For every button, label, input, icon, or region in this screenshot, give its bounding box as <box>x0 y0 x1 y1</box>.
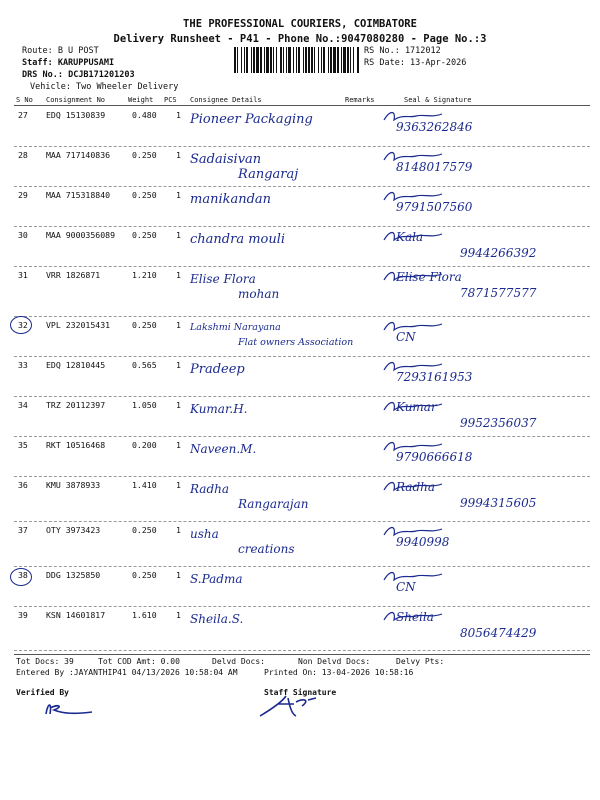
row-consignee-line: Radha <box>190 482 230 496</box>
signature-scribble <box>380 148 450 164</box>
row-consignment-no: MAA 717140836 <box>46 150 111 160</box>
signature-scribble <box>380 318 450 334</box>
row-consignee-line: Rangaraj <box>238 167 299 182</box>
barcode-icon <box>234 47 362 73</box>
row-consignee-line: manikandan <box>190 192 272 207</box>
row-signature-line: 8148017579 <box>396 160 473 174</box>
row-pcs: 1 <box>176 230 181 240</box>
row-signature-line: 8056474429 <box>460 626 537 640</box>
row-sno: 30 <box>18 230 28 240</box>
vehicle: Vehicle: Two Wheeler Delivery <box>30 82 179 92</box>
row-signature-line: 7871577577 <box>460 286 537 300</box>
row-weight: 0.250 <box>132 150 157 160</box>
row-signature-line: 9952356037 <box>460 416 537 430</box>
row-sno: 32 <box>18 320 28 330</box>
row-consignment-no: KSN 14601817 <box>46 610 106 620</box>
row-pcs: 1 <box>176 270 181 280</box>
row-weight: 0.250 <box>132 320 157 330</box>
row-pcs: 1 <box>176 320 181 330</box>
staff-signature-label: Staff Signature <box>264 688 337 697</box>
row-sno: 35 <box>18 440 28 450</box>
signature-scribble <box>380 228 450 244</box>
row-consignee-line: chandra mouli <box>190 232 286 247</box>
row-signature-line: Radha <box>396 480 436 494</box>
row-weight: 0.200 <box>132 440 157 450</box>
row-weight: 0.250 <box>132 570 157 580</box>
drs-label: DRS No.: <box>22 70 63 80</box>
verified-by-label: Verified By <box>16 688 69 697</box>
col-sno: S No <box>16 96 33 104</box>
drs-no <box>22 70 135 80</box>
row-pcs: 1 <box>176 150 181 160</box>
staff-signature-mark <box>256 692 326 722</box>
row-signature-line: CN <box>396 580 416 594</box>
row-divider <box>14 650 590 651</box>
col-pcs: PCS <box>164 96 177 104</box>
row-consignment-no: EDQ 12810445 <box>46 360 106 370</box>
row-sno: 33 <box>18 360 28 370</box>
delvd-docs: Delvd Docs: <box>212 657 265 666</box>
row-pcs: 1 <box>176 360 181 370</box>
row-pcs: 1 <box>176 110 181 120</box>
row-consignee-line: Lakshmi Narayana <box>190 322 281 333</box>
row-signature-line: 9944266392 <box>460 246 537 260</box>
row-divider <box>14 566 590 567</box>
row-divider <box>14 266 590 267</box>
row-pcs: 1 <box>176 190 181 200</box>
row-divider <box>14 436 590 437</box>
rs-no: RS No.: 1712012 <box>364 46 441 56</box>
printed-on: Printed On: 13-04-2026 10:58:16 <box>264 668 414 677</box>
row-sno: 29 <box>18 190 28 200</box>
row-consignee-line: Pioneer Packaging <box>190 112 313 127</box>
signature-scribble <box>380 568 450 584</box>
signature-scribble <box>380 358 450 374</box>
signature-scribble <box>380 108 450 124</box>
signature-scribble <box>380 188 450 204</box>
row-pcs: 1 <box>176 480 181 490</box>
row-sno: 36 <box>18 480 28 490</box>
row-divider <box>14 521 590 522</box>
route: Route: B U POST <box>22 46 99 56</box>
delvy-pts: Delvy Pts: <box>396 657 445 666</box>
footer-divider <box>14 654 590 655</box>
row-pcs: 1 <box>176 525 181 535</box>
row-signature-line: Elise Flora <box>396 270 462 284</box>
row-signature-line: 9940998 <box>396 535 450 549</box>
entered-by: Entered By :JAYANTHIP41 04/13/2026 10:58:04 AM <box>16 668 238 677</box>
row-consignee-line: Flat owners Association <box>238 337 354 348</box>
row-consignee-line: usha <box>190 527 219 541</box>
row-signature-line: Kala <box>396 230 424 244</box>
row-signature-line: 9363262846 <box>396 120 473 134</box>
row-weight: 0.250 <box>132 525 157 535</box>
row-signature-line: 9790666618 <box>396 450 473 464</box>
row-weight: 1.210 <box>132 270 157 280</box>
row-consignment-no: MAA 9000356089 <box>46 230 116 240</box>
row-consignee-line: Kumar.H. <box>190 402 248 416</box>
col-signature: Seal & Signature <box>404 96 472 104</box>
row-sno: 28 <box>18 150 28 160</box>
non-delvd-docs: Non Delvd Docs: <box>298 657 371 666</box>
signature-scribble <box>380 608 450 624</box>
row-weight: 1.050 <box>132 400 157 410</box>
signature-scribble <box>380 438 450 454</box>
row-consignment-no: KMU 3878933 <box>46 480 101 490</box>
row-consignment-no: VRR 1826871 <box>46 270 101 280</box>
row-consignee-line: creations <box>238 542 295 556</box>
row-consignment-no: MAA 715318840 <box>46 190 111 200</box>
row-divider <box>14 606 590 607</box>
drs-value: DCJB171201203 <box>68 70 135 80</box>
row-divider <box>14 396 590 397</box>
row-signature-line: CN <box>396 330 416 344</box>
circle-mark-38 <box>10 568 32 586</box>
col-consignment: Consignment No <box>46 96 106 104</box>
row-consignment-no: RKT 10516468 <box>46 440 106 450</box>
row-divider <box>14 316 590 317</box>
row-weight: 1.610 <box>132 610 157 620</box>
row-weight: 0.480 <box>132 110 157 120</box>
signature-scribble <box>380 398 450 414</box>
circle-mark-32 <box>10 316 32 334</box>
row-sno: 31 <box>18 270 28 280</box>
row-weight: 0.250 <box>132 230 157 240</box>
row-pcs: 1 <box>176 400 181 410</box>
row-signature-line: Kumar <box>396 400 437 414</box>
row-sno: 38 <box>18 570 28 580</box>
row-sno: 27 <box>18 110 28 120</box>
row-consignee-line: Naveen.M. <box>190 442 257 456</box>
row-consignee-line: Sheila.S. <box>190 612 244 626</box>
row-weight: 0.250 <box>132 190 157 200</box>
rs-date: RS Date: 13-Apr-2026 <box>364 58 467 68</box>
row-signature-line: 9994315605 <box>460 496 537 510</box>
row-weight: 1.410 <box>132 480 157 490</box>
row-pcs: 1 <box>176 570 181 580</box>
row-consignment-no: EDQ 15130839 <box>46 110 106 120</box>
col-remarks: Remarks <box>345 96 375 104</box>
row-consignment-no: OTY 3973423 <box>46 525 101 535</box>
verified-signature-mark <box>40 698 100 722</box>
col-consignee: Consignee Details <box>190 96 262 104</box>
row-signature-line: 7293161953 <box>396 370 473 384</box>
row-divider <box>14 226 590 227</box>
row-divider <box>14 146 590 147</box>
signature-scribble <box>380 478 450 494</box>
document-title: THE PROFESSIONAL COURIERS, COIMBATORE <box>183 18 417 30</box>
row-consignee-line: mohan <box>238 287 280 301</box>
row-consignee-line: Sadaisivan <box>190 152 262 167</box>
staff: Staff: KARUPPUSAMI <box>22 58 115 68</box>
row-sno: 34 <box>18 400 28 410</box>
tot-docs: Tot Docs: 39 <box>16 657 74 666</box>
row-consignee-line: Pradeep <box>190 362 245 377</box>
row-consignee-line: Rangarajan <box>238 497 309 511</box>
header-divider <box>14 105 590 106</box>
row-sno: 39 <box>18 610 28 620</box>
row-weight: 0.565 <box>132 360 157 370</box>
row-signature-line: 9791507560 <box>396 200 473 214</box>
row-divider <box>14 356 590 357</box>
row-divider <box>14 476 590 477</box>
row-sno: 37 <box>18 525 28 535</box>
tot-cod-amt: Tot COD Amt: 0.00 <box>98 657 180 666</box>
row-signature-line: Sheila <box>396 610 434 624</box>
col-weight: Weight <box>128 96 154 104</box>
document-subtitle: Delivery Runsheet - P41 - Phone No.:9047080280 - Page No.:3 <box>113 33 487 45</box>
signature-scribble <box>380 268 450 284</box>
row-consignee-line: Elise Flora <box>190 272 256 286</box>
row-pcs: 1 <box>176 440 181 450</box>
row-consignment-no: VPL 232015431 <box>46 320 111 330</box>
row-divider <box>14 186 590 187</box>
row-pcs: 1 <box>176 610 181 620</box>
row-consignment-no: DDG 1325850 <box>46 570 101 580</box>
row-consignment-no: TRZ 20112397 <box>46 400 106 410</box>
row-consignee-line: S.Padma <box>190 572 243 586</box>
signature-scribble <box>380 523 450 539</box>
